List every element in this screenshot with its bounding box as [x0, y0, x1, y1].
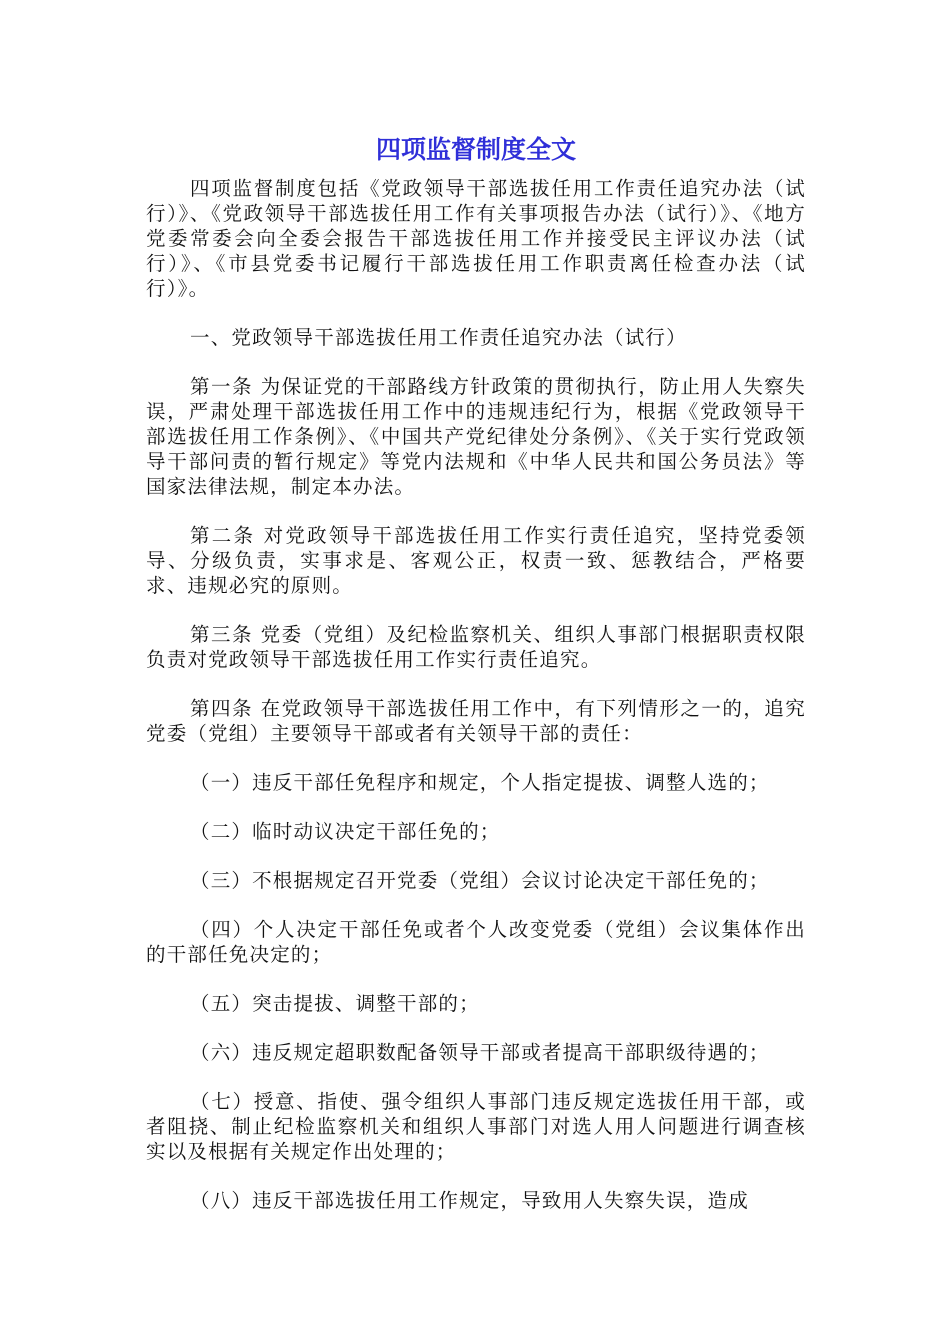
document-title: 四项监督制度全文 [375, 135, 576, 164]
intro-paragraph: 四项监督制度包括《党政领导干部选拔任用工作责任追究办法（试行）》、《党政领导干部选拔任用工作有关事项报告办法（试行）》、《地方党委常委会向全委会报告干部选拔任用工作并接受民主评议办法（试行）》、《市县党委书记履行干部选拔任用工作职责离任检查办法（试行）》。 [146, 177, 806, 300]
section-heading-1: 一、党政领导干部选拔任用工作责任追究办法（试行） [190, 326, 687, 349]
document-page [146, 130, 806, 1237]
article-4-item-4: （四）个人决定干部任免或者个人改变党委（党组）会议集体作出的干部任免决定的； [146, 918, 806, 966]
article-4-item-6: （六）违反规定超职数配备领导干部或者提高干部职级待遇的； [190, 1041, 770, 1064]
article-4-item-8: （八）违反干部选拔任用工作规定，导致用人失察失误，造成 [190, 1189, 749, 1212]
article-4-item-1: （一）违反干部任免程序和规定，个人指定提拔、调整人选的； [190, 771, 770, 794]
article-4-item-3: （三）不根据规定召开党委（党组）会议讨论决定干部任免的； [190, 869, 770, 892]
article-4: 第四条 在党政领导干部选拔任用工作中，有下列情形之一的，追究党委（党组）主要领导干部或者有关领导干部的责任： [146, 697, 806, 745]
article-3: 第三条 党委（党组）及纪检监察机关、组织人事部门根据职责权限负责对党政领导干部选拔任用工作实行责任追究。 [146, 623, 806, 671]
article-2: 第二条 对党政领导干部选拔任用工作实行责任追究，坚持党委领导、分级负责，实事求是、客观公正，权责一致、惩教结合，严格要求、违规必究的原则。 [146, 524, 806, 597]
article-1: 第一条 为保证党的干部路线方针政策的贯彻执行，防止用人失察失误，严肃处理干部选拔任用工作中的违规违纪行为，根据《党政领导干部选拔任用工作条例》、《中国共产党纪律处分条例》、《关于实行党政领导干部问责的暂行规定》等党内法规和《中华人民共和国公务员法》等国家法律法规，制定本办法。 [146, 375, 806, 498]
article-4-item-2: （二）临时动议决定干部任免的； [190, 820, 501, 843]
article-4-item-7: （七）授意、指使、强令组织人事部门违反规定选拔任用干部，或者阻挠、制止纪检监察机关和组织人事部门对选人用人问题进行调查核实以及根据有关规定作出处理的； [146, 1090, 806, 1163]
article-4-item-5: （五）突击提拔、调整干部的； [190, 992, 480, 1015]
